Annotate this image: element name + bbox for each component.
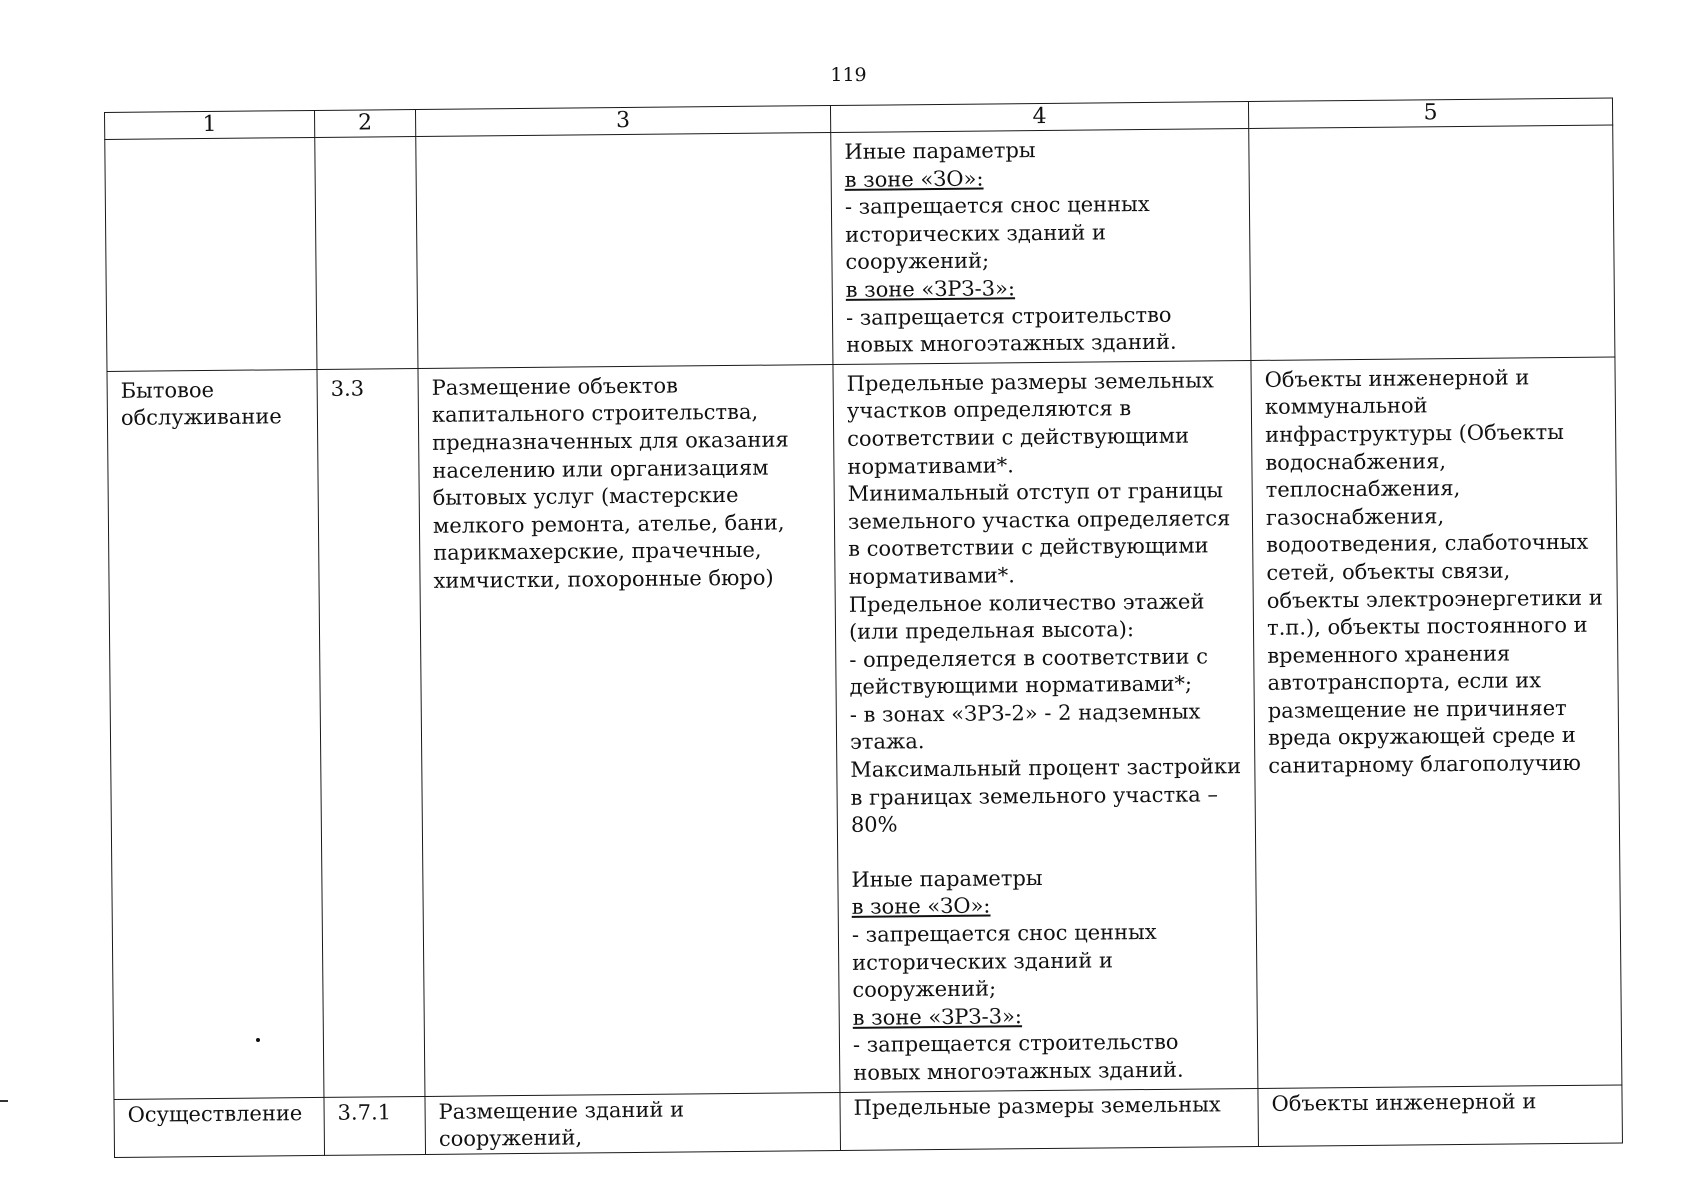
zone-zo-label: в зоне «ЗО»:	[844, 166, 984, 192]
use-parameters	[833, 360, 1258, 1092]
table-row-services	[107, 357, 1622, 1099]
scan-dot-mark	[256, 1038, 260, 1042]
floors-rule-1: - определяется в соответствии с действующими нормативами*;	[849, 644, 1209, 700]
document-sheet	[104, 98, 1621, 1152]
use-description: Размещение объектов капитального строительства, предназначенных для оказания населению или организациям бытовых услуг (мастерские мелкого ремонта, ателье, бани, парикмахерские, прачечные, химчистки, похоронные бюро)	[418, 364, 840, 1096]
zo-rule: - запрещается снос ценных исторических зданий и сооружений;	[844, 192, 1150, 275]
use-name: Осуществление	[114, 1097, 325, 1157]
other-params-title: Иные параметры	[844, 138, 1036, 164]
floors-rule-2: - в зонах «ЗРЗ-2» - 2 надземных этажа.	[849, 699, 1201, 755]
other-params-title: Иные параметры	[851, 865, 1043, 892]
use-code: 3.3	[317, 368, 425, 1097]
cell-empty	[416, 133, 833, 369]
auxiliary-uses: Объекты инженерной и	[1258, 1085, 1623, 1147]
floors-title: Предельное количество этажей (или предельная высота):	[848, 588, 1205, 644]
header-col-5: 5	[1248, 98, 1612, 128]
cell-empty	[315, 137, 418, 370]
zrz3-rule: - запрещается строительство новых многоэтажных зданий.	[852, 1030, 1184, 1085]
header-col-1: 1	[105, 110, 315, 139]
min-setback-param: Минимальный отступ от границы земельного участка определяется в соответствии с действующими нормативами*.	[847, 478, 1231, 589]
use-name: Бытовое обслуживание	[107, 369, 324, 1099]
cell-empty	[1249, 125, 1615, 360]
auxiliary-uses: Объекты инженерной и коммунальной инфраструктуры (Объекты водоснабжения, теплоснабжения, газоснабжения, водоотведения, слаботочных сетей, объекты связи, объекты электроэнергетики и т.п.), объекты постоянного и временного хранения автотранспорта, если их размещение не причиняет вреда окружающей среде и санитарному благополучию	[1251, 357, 1622, 1088]
zone-zo-label: в зоне «ЗО»:	[851, 893, 991, 920]
header-col-2: 2	[314, 110, 415, 138]
cell-params-continuation	[831, 129, 1251, 365]
use-description: Размещение зданий и сооружений,	[425, 1092, 841, 1154]
zone-zrz3-label: в зоне «ЗРЗ-3»:	[845, 276, 1016, 302]
spacer	[851, 836, 1242, 867]
zone-zrz3-label: в зоне «ЗРЗ-3»:	[852, 1004, 1023, 1030]
max-coverage-param: Максимальный процент застройки в границах земельного участка – 80%	[850, 754, 1242, 838]
use-code: 3.7.1	[324, 1096, 426, 1155]
zo-rule: - запрещается снос ценных исторических зданий и сооружений;	[851, 919, 1157, 1003]
header-col-3: 3	[415, 106, 830, 137]
zrz3-rule: - запрещается строительство новых многоэтажных зданий.	[845, 302, 1177, 358]
cell-empty	[105, 137, 317, 371]
regulations-table	[104, 98, 1623, 1158]
use-parameters: Предельные размеры земельных	[840, 1088, 1259, 1150]
table-row-continuation	[105, 125, 1615, 371]
page-number: 119	[830, 64, 867, 86]
header-col-4: 4	[830, 102, 1248, 133]
scan-edge-mark	[0, 1100, 8, 1102]
plot-size-param: Предельные размеры земельных участков определяются в соответствии с действующими нормативами*.	[846, 368, 1214, 479]
